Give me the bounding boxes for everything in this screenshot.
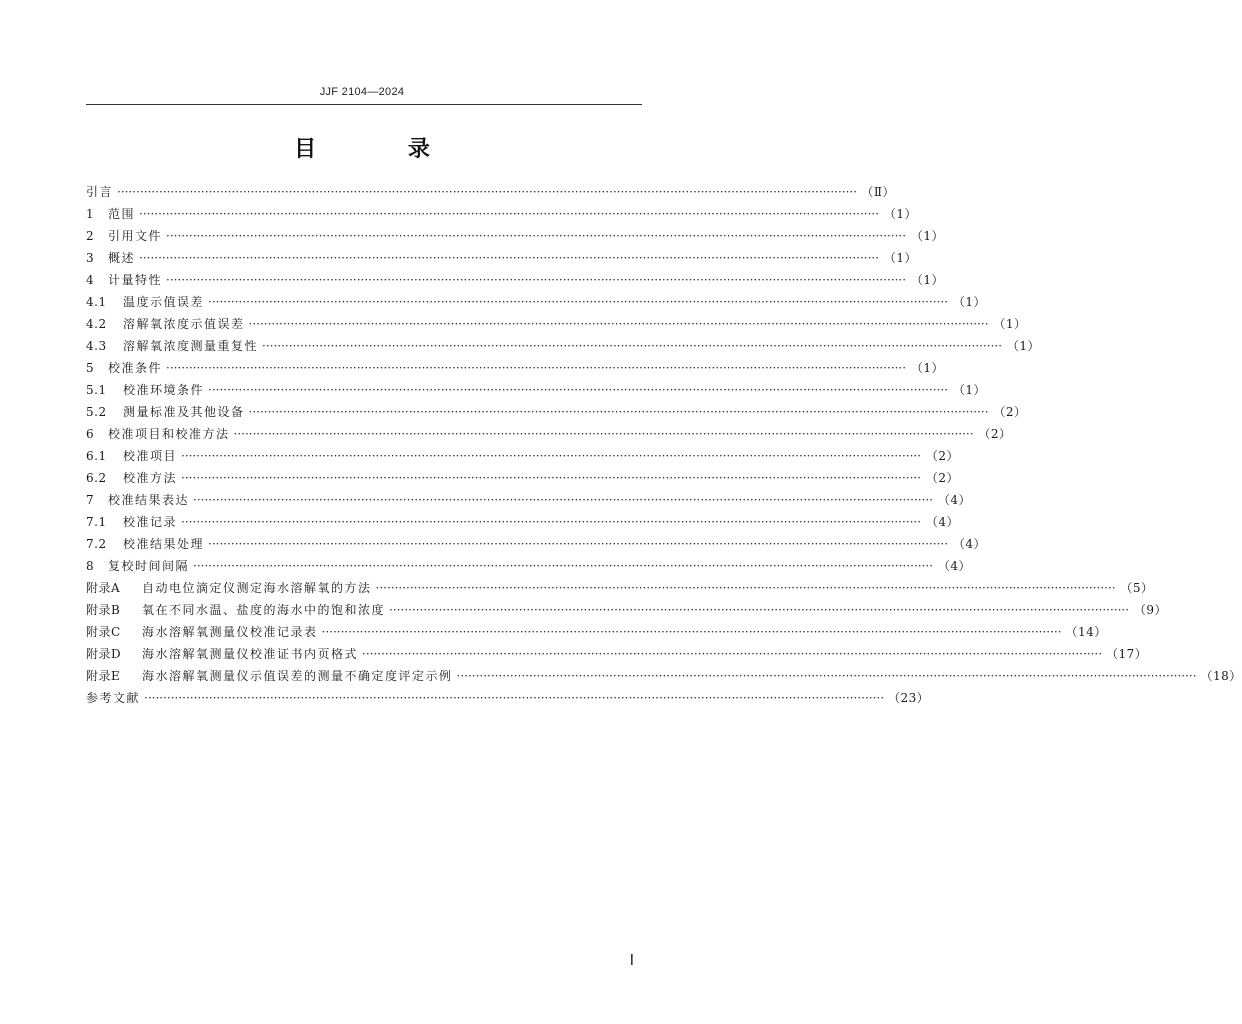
toc-entry-title: 海水溶解氧测量仪校准证书内页格式: [142, 647, 359, 661]
toc-entry-7[interactable]: [86, 489, 972, 511]
toc-entry-number: 7: [86, 493, 95, 507]
toc-entry-page: （14）: [1065, 625, 1107, 639]
toc-entry-title: 校准结果表达: [108, 493, 190, 507]
toc-entry-7-1[interactable]: [86, 511, 960, 533]
toc-entry-number: 3: [86, 251, 95, 265]
toc-dot-leader: [144, 687, 884, 709]
toc-entry-references[interactable]: [86, 687, 930, 709]
toc-dot-leader: [262, 335, 1002, 357]
toc-dot-leader: [181, 445, 921, 467]
toc-dot-leader: [166, 357, 906, 379]
toc-entry-number: 6.1: [86, 449, 107, 463]
toc-entry-page: （17）: [1106, 647, 1148, 661]
toc-entry-title: 校准方法: [123, 471, 178, 485]
toc-entry-number: 5.1: [86, 383, 107, 397]
toc-dot-leader: [362, 643, 1102, 665]
toc-dot-leader: [166, 269, 906, 291]
toc-dot-leader: [208, 379, 948, 401]
toc-entry-number: 5.2: [86, 405, 107, 419]
toc-entry-title: 校准项目: [123, 449, 178, 463]
toc-entry-page: （Ⅱ）: [861, 185, 896, 199]
toc-entry-page: （4）: [925, 515, 960, 529]
toc-entry-number: 4.2: [86, 317, 107, 331]
toc-entry-number: 附录A: [86, 581, 121, 595]
toc-entry-page: （23）: [888, 691, 930, 705]
toc-entry-title: 复校时间间隔: [108, 559, 190, 573]
toc-entry-page: （1）: [883, 207, 918, 221]
toc-entry-page: （4）: [952, 537, 987, 551]
toc-entry-page: （1）: [993, 317, 1027, 331]
toc-entry-number: 5: [86, 361, 95, 375]
toc-entry-number: 1: [86, 207, 95, 221]
toc-entry-title: 溶解氧浓度示值误差: [123, 317, 245, 331]
toc-dot-leader: [193, 555, 933, 577]
toc-entry-number: 附录B: [86, 603, 121, 617]
toc-entry-number: 2: [86, 229, 95, 243]
toc-entry-appendix-c[interactable]: [86, 621, 1107, 643]
toc-entry-8[interactable]: [86, 555, 972, 577]
toc-entry-title: 范围: [108, 207, 136, 221]
toc-dot-leader: [457, 665, 1197, 687]
toc-dot-leader: [139, 203, 879, 225]
toc-entry-title: 校准结果处理: [123, 537, 205, 551]
toc-dot-leader: [389, 599, 1129, 621]
toc-entry-page: （1）: [952, 383, 987, 397]
toc-entry-page: （2）: [925, 449, 960, 463]
toc-entry-4-3[interactable]: [86, 335, 1041, 357]
toc-entry-appendix-a[interactable]: [86, 577, 1154, 599]
toc-entry-number: 7.1: [86, 515, 107, 529]
toc-entry-page: （1）: [910, 273, 945, 287]
toc-entry-6-2[interactable]: [86, 467, 960, 489]
toc-entry-title: 自动电位滴定仪测定海水溶解氧的方法: [142, 581, 372, 595]
toc-entry-page: （1）: [910, 361, 945, 375]
toc-entry-page: （2）: [978, 427, 1012, 441]
toc-dot-leader: [166, 225, 906, 247]
toc-entry-appendix-d[interactable]: [86, 643, 1148, 665]
toc-entry-title: 计量特性: [108, 273, 163, 287]
toc-entry-title: 参考文献: [86, 691, 141, 705]
toc-entry-title: 海水溶解氧测量仪校准记录表: [142, 625, 318, 639]
toc-entry-title: 温度示值误差: [123, 295, 205, 309]
toc-entry-title: 校准环境条件: [123, 383, 205, 397]
toc-entry-4-1[interactable]: [86, 291, 987, 313]
toc-entry-1[interactable]: [86, 203, 918, 225]
toc-entry-4[interactable]: [86, 269, 945, 291]
toc-entry-number: 4.3: [86, 339, 107, 353]
toc-entry-page: （2）: [925, 471, 960, 485]
toc-entry-number: 7.2: [86, 537, 107, 551]
toc-entry-intro[interactable]: [86, 181, 896, 203]
toc-entry-page: （9）: [1133, 603, 1168, 617]
toc-entry-5-1[interactable]: [86, 379, 987, 401]
toc-entry-6[interactable]: [86, 423, 1012, 445]
toc-dot-leader: [249, 313, 989, 335]
toc-dot-leader: [322, 621, 1062, 643]
toc-entry-title: 测量标准及其他设备: [123, 405, 245, 419]
toc-dot-leader: [249, 401, 989, 423]
toc-entry-7-2[interactable]: [86, 533, 987, 555]
toc-entry-5[interactable]: [86, 357, 945, 379]
toc-dot-leader: [139, 247, 879, 269]
header-divider: [86, 104, 642, 105]
toc-entry-number: 4: [86, 273, 95, 287]
toc-entry-number: 附录C: [86, 625, 121, 639]
toc-entry-title: 引言: [86, 185, 114, 199]
toc-dot-leader: [234, 423, 974, 445]
table-of-contents: [86, 181, 1242, 709]
toc-dot-leader: [208, 533, 948, 555]
toc-entry-number: 6: [86, 427, 95, 441]
toc-entry-6-1[interactable]: [86, 445, 960, 467]
toc-entry-title: 校准条件: [108, 361, 163, 375]
toc-dot-leader: [117, 181, 857, 203]
toc-entry-4-2[interactable]: [86, 313, 1027, 335]
toc-dot-leader: [181, 511, 921, 533]
toc-entry-page: （5）: [1120, 581, 1154, 595]
toc-entry-number: 6.2: [86, 471, 107, 485]
toc-entry-page: （4）: [937, 559, 972, 573]
toc-entry-title: 氧在不同水温、盐度的海水中的饱和浓度: [142, 603, 386, 617]
toc-entry-page: （1）: [883, 251, 918, 265]
toc-entry-page: （1）: [1006, 339, 1041, 353]
toc-entry-number: 附录E: [86, 669, 121, 683]
toc-dot-leader: [193, 489, 933, 511]
toc-entry-page: （4）: [937, 493, 972, 507]
toc-dot-leader: [376, 577, 1116, 599]
page-number: Ⅰ: [629, 953, 634, 969]
toc-entry-page: （1）: [952, 295, 987, 309]
toc-entry-page: （18）: [1200, 669, 1242, 683]
toc-entry-appendix-b[interactable]: [86, 599, 1168, 621]
toc-dot-leader: [181, 467, 921, 489]
toc-entry-5-2[interactable]: [86, 401, 1027, 423]
toc-entry-page: （2）: [993, 405, 1027, 419]
toc-dot-leader: [208, 291, 948, 313]
toc-entry-appendix-e[interactable]: [86, 665, 1242, 687]
toc-entry-title: 校准项目和校准方法: [108, 427, 230, 441]
toc-entry-number: 8: [86, 559, 95, 573]
toc-entry-2[interactable]: [86, 225, 945, 247]
toc-entry-3[interactable]: [86, 247, 918, 269]
toc-entry-page: （1）: [910, 229, 945, 243]
toc-entry-title: 海水溶解氧测量仪示值误差的测量不确定度评定示例: [142, 669, 453, 683]
toc-entry-number: 附录D: [86, 647, 122, 661]
toc-entry-title: 溶解氧浓度测量重复性: [123, 339, 259, 353]
standard-code: JJF 2104—2024: [319, 86, 405, 98]
toc-entry-number: 4.1: [86, 295, 107, 309]
toc-entry-title: 概述: [108, 251, 136, 265]
toc-entry-title: 校准记录: [123, 515, 178, 529]
toc-entry-title: 引用文件: [108, 229, 163, 243]
page-title: 目 录: [294, 137, 472, 162]
